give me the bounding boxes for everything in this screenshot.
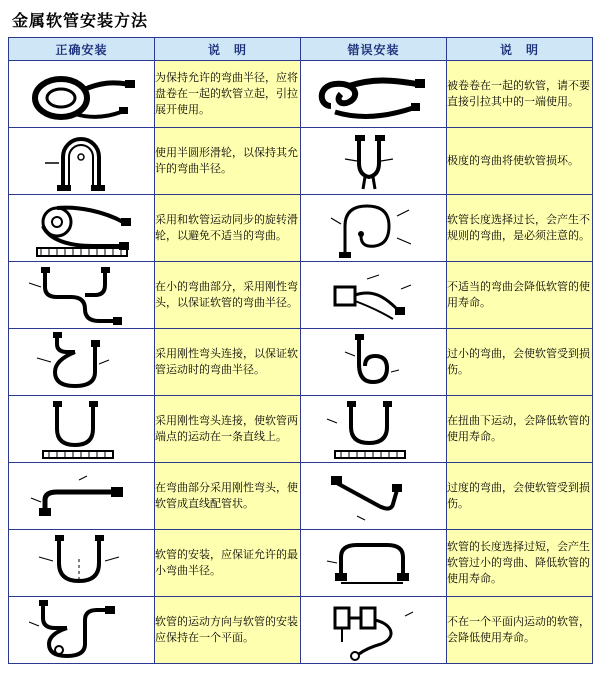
figure-correct-hose-with-synchronized-rotating-pulley (9, 195, 155, 262)
page-title: 金属软管安装方法 (12, 11, 149, 30)
rigid-bend-at-small-radius-section-icon (9, 263, 153, 327)
text-wrong-8: 软管的长度选择过短，会产生软管过小的弯曲、降低软管的使用寿命。 (447, 530, 593, 597)
header-wrong-install: 错误安装 (301, 38, 447, 61)
table-row (9, 396, 593, 463)
text-wrong-2: 极度的弯曲将使软管损坏。 (447, 128, 593, 195)
table-header-row (9, 38, 593, 61)
figure-correct-hose-motion-same-plane-as-installation (9, 597, 155, 664)
figure-wrong-hose-motion-out-of-plane (301, 597, 447, 664)
too-small-bend-radius-damage-icon (301, 330, 445, 394)
header-description-correct: 说 明 (155, 38, 301, 61)
hose-installation-table (8, 37, 593, 664)
text-correct-4: 在小的弯曲部分，采用刚性弯头，以保证软管的弯曲半径。 (155, 262, 301, 329)
coiled-hose-standing-upright-icon (9, 62, 153, 126)
table-row (9, 329, 593, 396)
text-wrong-9: 不在一个平面内运动的软管，会降低使用寿命。 (447, 597, 593, 664)
improper-bend-shortens-life-icon (301, 263, 445, 327)
hose-too-long-small-bend-icon (301, 531, 445, 595)
figure-wrong-hose-too-long-small-bend (301, 530, 447, 597)
rigid-elbow-straight-line-motion-icon (9, 397, 153, 461)
text-wrong-4: 不适当的弯曲会降低软管的使用寿命。 (447, 262, 593, 329)
hose-installed-with-min-bend-radius-icon (9, 531, 153, 595)
table-row (9, 597, 593, 664)
hose-bent-sharply-at-v-icon (301, 129, 445, 193)
figure-correct-rigid-elbow-connection-u-shape (9, 329, 155, 396)
table-row (9, 530, 593, 597)
text-wrong-3: 软管长度选择过长，会产生不规则的弯曲，是必须注意的。 (447, 195, 593, 262)
header-correct-install: 正确安装 (9, 38, 155, 61)
text-correct-6: 采用刚性弯头连接，使软管两端点的运动在一条直线上。 (155, 396, 301, 463)
table-row (9, 195, 593, 262)
hose-motion-same-plane-as-installation-icon (9, 598, 153, 662)
rigid-elbow-connection-u-shape-icon (9, 330, 153, 394)
figure-wrong-excessive-bend-damage-straight-hose (301, 463, 447, 530)
figure-correct-rigid-bend-at-small-radius-section (9, 262, 155, 329)
rigid-elbow-straight-pipe-layout-icon (9, 464, 153, 528)
text-correct-3: 采用和软管运动同步的旋转滑轮，以避免不适当的弯曲。 (155, 195, 301, 262)
table-row (9, 463, 593, 530)
text-correct-9: 软管的运动方向与软管的安装应保持在一个平面。 (155, 597, 301, 664)
text-correct-5: 采用刚性弯头连接，以保证软管运动时的弯曲半径。 (155, 329, 301, 396)
figure-correct-hose-over-semicircular-sheave (9, 128, 155, 195)
text-wrong-7: 过度的弯曲，会使软管受到损伤。 (447, 463, 593, 530)
text-correct-8: 软管的安装，应保证允许的最小弯曲半径。 (155, 530, 301, 597)
twisting-motion-u-hose-icon (301, 397, 445, 461)
figure-wrong-too-small-bend-radius-damage (301, 329, 447, 396)
text-wrong-5: 过小的弯曲，会使软管受到损伤。 (447, 329, 593, 396)
hose-over-semicircular-sheave-icon (9, 129, 153, 193)
figure-correct-rigid-elbow-straight-line-motion (9, 396, 155, 463)
figure-wrong-hose-bent-sharply-at-v (301, 128, 447, 195)
text-wrong-6: 在扭曲下运动，会降低软管的使用寿命。 (447, 396, 593, 463)
text-wrong-1: 被卷卷在一起的软管，请不要直接引拉其中的一端使用。 (447, 61, 593, 128)
excessive-bend-damage-straight-hose-icon (301, 464, 445, 528)
text-correct-1: 为保持允许的弯曲半径，应将盘卷在一起的软管立起，引拉展开使用。 (155, 61, 301, 128)
hose-too-long-irregular-bend-icon (301, 196, 445, 260)
coiled-hose-pulled-from-middle-icon (301, 62, 445, 126)
figure-correct-rigid-elbow-straight-pipe-layout (9, 463, 155, 530)
hose-motion-out-of-plane-icon (301, 598, 445, 662)
header-description-wrong: 说 明 (447, 38, 593, 61)
text-correct-7: 在弯曲部分采用刚性弯头，使软管成直线配管状。 (155, 463, 301, 530)
figure-correct-hose-installed-with-min-bend-radius (9, 530, 155, 597)
figure-wrong-coiled-hose-pulled-from-middle (301, 61, 447, 128)
table-row (9, 262, 593, 329)
figure-correct-coiled-hose-standing-upright (9, 61, 155, 128)
figure-wrong-improper-bend-shortens-life (301, 262, 447, 329)
table-row (9, 61, 593, 128)
text-correct-2: 使用半圆形滑轮，以保持其允许的弯曲半径。 (155, 128, 301, 195)
figure-wrong-twisting-motion-u-hose (301, 396, 447, 463)
hose-with-synchronized-rotating-pulley-icon (9, 196, 153, 260)
table-row (9, 128, 593, 195)
figure-wrong-hose-too-long-irregular-bend (301, 195, 447, 262)
